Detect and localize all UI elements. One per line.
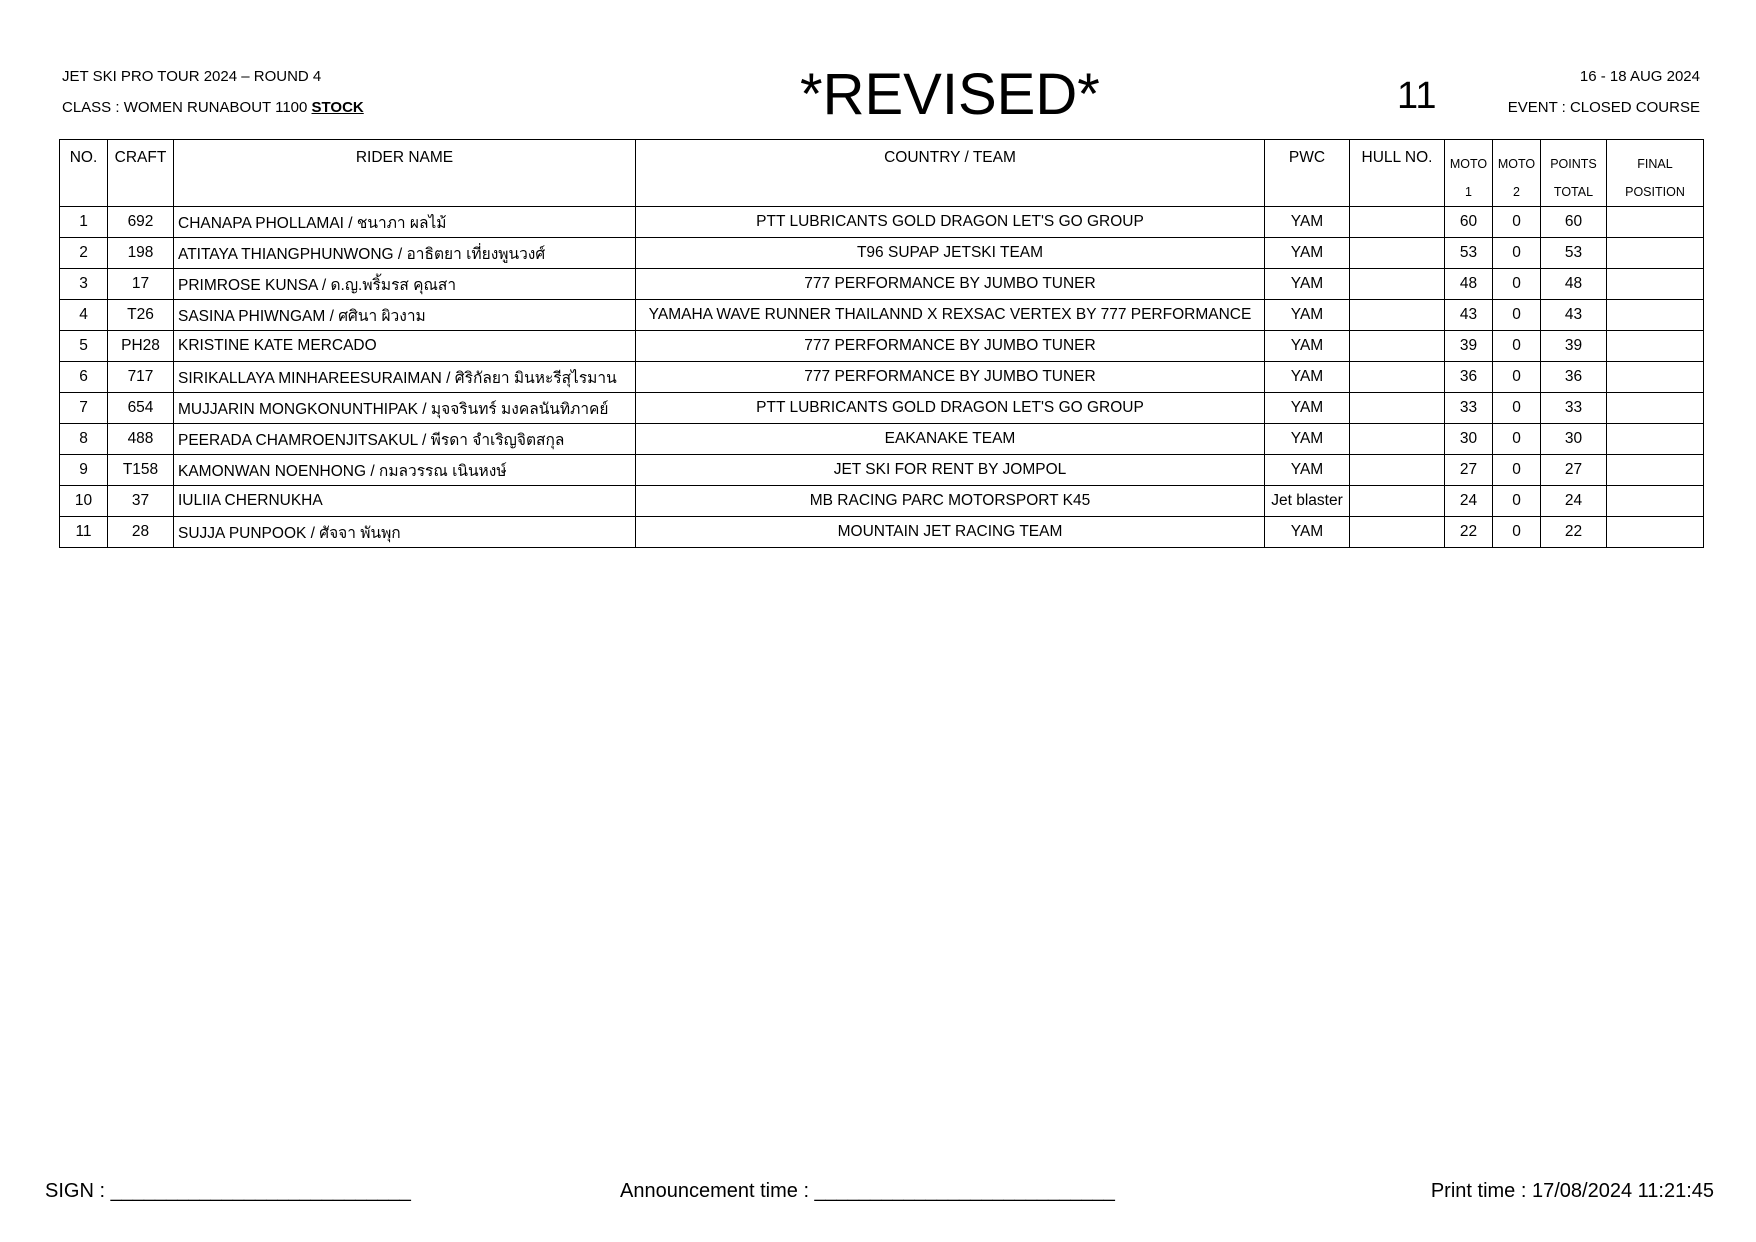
print-time: Print time : 17/08/2024 11:21:45	[1430, 1180, 1714, 1202]
cell-total: 22	[1541, 517, 1607, 548]
cell-hull	[1350, 269, 1445, 300]
col-header-final-line2: POSITION	[1625, 185, 1685, 199]
cell-moto1: 39	[1445, 331, 1493, 362]
cell-final	[1607, 517, 1704, 548]
cell-total: 53	[1541, 238, 1607, 269]
cell-no: 4	[60, 300, 108, 331]
cell-final	[1607, 300, 1704, 331]
cell-craft: T26	[108, 300, 174, 331]
cell-moto1: 30	[1445, 424, 1493, 455]
cell-team: YAMAHA WAVE RUNNER THAILANND X REXSAC VERTEX BY 777 PERFORMANCE	[636, 300, 1265, 331]
cell-rider: KAMONWAN NOENHONG / กมลวรรณ เนินหงษ์	[174, 455, 636, 486]
cell-hull	[1350, 424, 1445, 455]
cell-craft: 37	[108, 486, 174, 517]
cell-moto1: 22	[1445, 517, 1493, 548]
col-header-final-line1: FINAL	[1637, 157, 1673, 171]
col-header-final	[1607, 140, 1704, 207]
event-date: 16 - 18 AUG 2024	[1579, 68, 1700, 85]
cell-pwc: YAM	[1265, 269, 1350, 300]
cell-total: 43	[1541, 300, 1607, 331]
cell-hull	[1350, 486, 1445, 517]
table-row	[60, 424, 1704, 455]
cell-pwc: YAM	[1265, 331, 1350, 362]
event-title: JET SKI PRO TOUR 2024 – ROUND 4	[62, 68, 322, 85]
col-header-points-line2: TOTAL	[1553, 185, 1594, 199]
cell-hull	[1350, 455, 1445, 486]
cell-hull	[1350, 362, 1445, 393]
cell-no: 7	[60, 393, 108, 424]
cell-total: 48	[1541, 269, 1607, 300]
cell-hull	[1350, 238, 1445, 269]
cell-team: JET SKI FOR RENT BY JOMPOL	[636, 455, 1265, 486]
cell-moto2: 0	[1493, 331, 1541, 362]
cell-hull	[1350, 331, 1445, 362]
cell-craft: 654	[108, 393, 174, 424]
cell-final	[1607, 331, 1704, 362]
cell-craft: 488	[108, 424, 174, 455]
cell-total: 30	[1541, 424, 1607, 455]
col-header-points	[1541, 140, 1607, 207]
cell-pwc: YAM	[1265, 207, 1350, 238]
cell-final	[1607, 362, 1704, 393]
table-row	[60, 362, 1704, 393]
cell-moto1: 24	[1445, 486, 1493, 517]
cell-team: MB RACING PARC MOTORSPORT K45	[636, 486, 1265, 517]
cell-pwc: YAM	[1265, 362, 1350, 393]
cell-no: 1	[60, 207, 108, 238]
class-stock-label: STOCK	[311, 99, 364, 116]
cell-pwc: YAM	[1265, 517, 1350, 548]
cell-moto1: 36	[1445, 362, 1493, 393]
cell-moto2: 0	[1493, 362, 1541, 393]
col-header-rider: RIDER NAME	[174, 140, 636, 207]
cell-team: 777 PERFORMANCE BY JUMBO TUNER	[636, 269, 1265, 300]
cell-craft: T158	[108, 455, 174, 486]
cell-rider: CHANAPA PHOLLAMAI / ชนาภา ผลไม้	[174, 207, 636, 238]
cell-final	[1607, 455, 1704, 486]
table-row	[60, 393, 1704, 424]
cell-craft: 17	[108, 269, 174, 300]
cell-hull	[1350, 517, 1445, 548]
cell-moto2: 0	[1493, 455, 1541, 486]
cell-no: 10	[60, 486, 108, 517]
table-row	[60, 455, 1704, 486]
revised-banner: *REVISED*	[800, 62, 1100, 127]
cell-total: 27	[1541, 455, 1607, 486]
cell-moto1: 48	[1445, 269, 1493, 300]
cell-hull	[1350, 393, 1445, 424]
results-body	[60, 207, 1704, 548]
cell-craft: 198	[108, 238, 174, 269]
cell-final	[1607, 424, 1704, 455]
cell-moto1: 33	[1445, 393, 1493, 424]
cell-no: 11	[60, 517, 108, 548]
cell-moto1: 27	[1445, 455, 1493, 486]
col-header-hull: HULL NO.	[1350, 140, 1445, 207]
cell-rider: KRISTINE KATE MERCADO	[174, 331, 636, 362]
entry-count: 11	[1397, 75, 1437, 117]
cell-craft: 717	[108, 362, 174, 393]
cell-no: 2	[60, 238, 108, 269]
cell-final	[1607, 486, 1704, 517]
cell-team: PTT LUBRICANTS GOLD DRAGON LET'S GO GROUP	[636, 393, 1265, 424]
cell-moto2: 0	[1493, 269, 1541, 300]
announcement-time-line: Announcement time : ___________________________	[620, 1180, 1115, 1202]
cell-final	[1607, 207, 1704, 238]
cell-rider: PEERADA CHAMROENJITSAKUL / พีรดา จำเริญจิตสกุล	[174, 424, 636, 455]
col-header-pwc: PWC	[1265, 140, 1350, 207]
class-label: CLASS : WOMEN RUNABOUT 1100	[62, 99, 308, 116]
cell-moto2: 0	[1493, 393, 1541, 424]
cell-pwc: YAM	[1265, 455, 1350, 486]
table-row	[60, 486, 1704, 517]
table-row	[60, 238, 1704, 269]
table-row	[60, 269, 1704, 300]
cell-moto2: 0	[1493, 300, 1541, 331]
cell-rider: MUJJARIN MONGKONUNTHIPAK / มุจจรินทร์ มงคลนันทิภาคย์	[174, 393, 636, 424]
cell-no: 6	[60, 362, 108, 393]
cell-team: 777 PERFORMANCE BY JUMBO TUNER	[636, 331, 1265, 362]
results-table	[59, 139, 1704, 548]
cell-team: PTT LUBRICANTS GOLD DRAGON LET'S GO GROUP	[636, 207, 1265, 238]
cell-pwc: YAM	[1265, 238, 1350, 269]
table-row	[60, 207, 1704, 238]
cell-moto2: 0	[1493, 517, 1541, 548]
cell-team: 777 PERFORMANCE BY JUMBO TUNER	[636, 362, 1265, 393]
col-header-team: COUNTRY / TEAM	[636, 140, 1265, 207]
col-header-craft: CRAFT	[108, 140, 174, 207]
cell-pwc: YAM	[1265, 393, 1350, 424]
col-header-no: NO.	[60, 140, 108, 207]
cell-final	[1607, 238, 1704, 269]
cell-craft: 28	[108, 517, 174, 548]
cell-team: MOUNTAIN JET RACING TEAM	[636, 517, 1265, 548]
cell-moto1: 60	[1445, 207, 1493, 238]
cell-team: T96 SUPAP JETSKI TEAM	[636, 238, 1265, 269]
cell-no: 5	[60, 331, 108, 362]
table-row	[60, 300, 1704, 331]
cell-team: EAKANAKE TEAM	[636, 424, 1265, 455]
cell-moto2: 0	[1493, 424, 1541, 455]
cell-total: 24	[1541, 486, 1607, 517]
cell-rider: PRIMROSE KUNSA / ด.ญ.พริ้มรส คุณสา	[174, 269, 636, 300]
cell-hull	[1350, 207, 1445, 238]
class-line	[62, 99, 364, 116]
cell-rider: SASINA PHIWNGAM / ศศินา ผิวงาม	[174, 300, 636, 331]
cell-rider: ATITAYA THIANGPHUNWONG / อาธิตยา เที่ยงพูนวงศ์	[174, 238, 636, 269]
col-header-moto2	[1493, 140, 1541, 207]
cell-moto2: 0	[1493, 238, 1541, 269]
cell-moto2: 0	[1493, 486, 1541, 517]
col-header-moto1-line2: 1	[1465, 185, 1472, 199]
col-header-points-line1: POINTS	[1550, 157, 1597, 171]
cell-no: 8	[60, 424, 108, 455]
col-header-moto1	[1445, 140, 1493, 207]
cell-craft: PH28	[108, 331, 174, 362]
cell-pwc: Jet blaster	[1265, 486, 1350, 517]
cell-moto2: 0	[1493, 207, 1541, 238]
col-header-moto1-line1: MOTO	[1449, 157, 1488, 171]
event-type: EVENT : CLOSED COURSE	[1507, 99, 1700, 116]
cell-final	[1607, 393, 1704, 424]
cell-total: 36	[1541, 362, 1607, 393]
table-row	[60, 517, 1704, 548]
cell-no: 9	[60, 455, 108, 486]
cell-total: 39	[1541, 331, 1607, 362]
cell-moto1: 53	[1445, 238, 1493, 269]
cell-hull	[1350, 300, 1445, 331]
col-header-moto2-line1: MOTO	[1497, 157, 1536, 171]
cell-no: 3	[60, 269, 108, 300]
cell-moto1: 43	[1445, 300, 1493, 331]
sign-line: SIGN : ___________________________	[45, 1180, 411, 1202]
cell-rider: SIRIKALLAYA MINHAREESURAIMAN / ศิริกัลยา มินหะรีสุไรมาน	[174, 362, 636, 393]
cell-craft: 692	[108, 207, 174, 238]
cell-pwc: YAM	[1265, 300, 1350, 331]
cell-rider: SUJJA PUNPOOK / ศัจจา พันพุก	[174, 517, 636, 548]
table-row	[60, 331, 1704, 362]
cell-final	[1607, 269, 1704, 300]
cell-pwc: YAM	[1265, 424, 1350, 455]
table-header-row	[60, 140, 1704, 207]
cell-rider: IULIIA CHERNUKHA	[174, 486, 636, 517]
cell-total: 33	[1541, 393, 1607, 424]
col-header-moto2-line2: 2	[1513, 185, 1520, 199]
cell-total: 60	[1541, 207, 1607, 238]
